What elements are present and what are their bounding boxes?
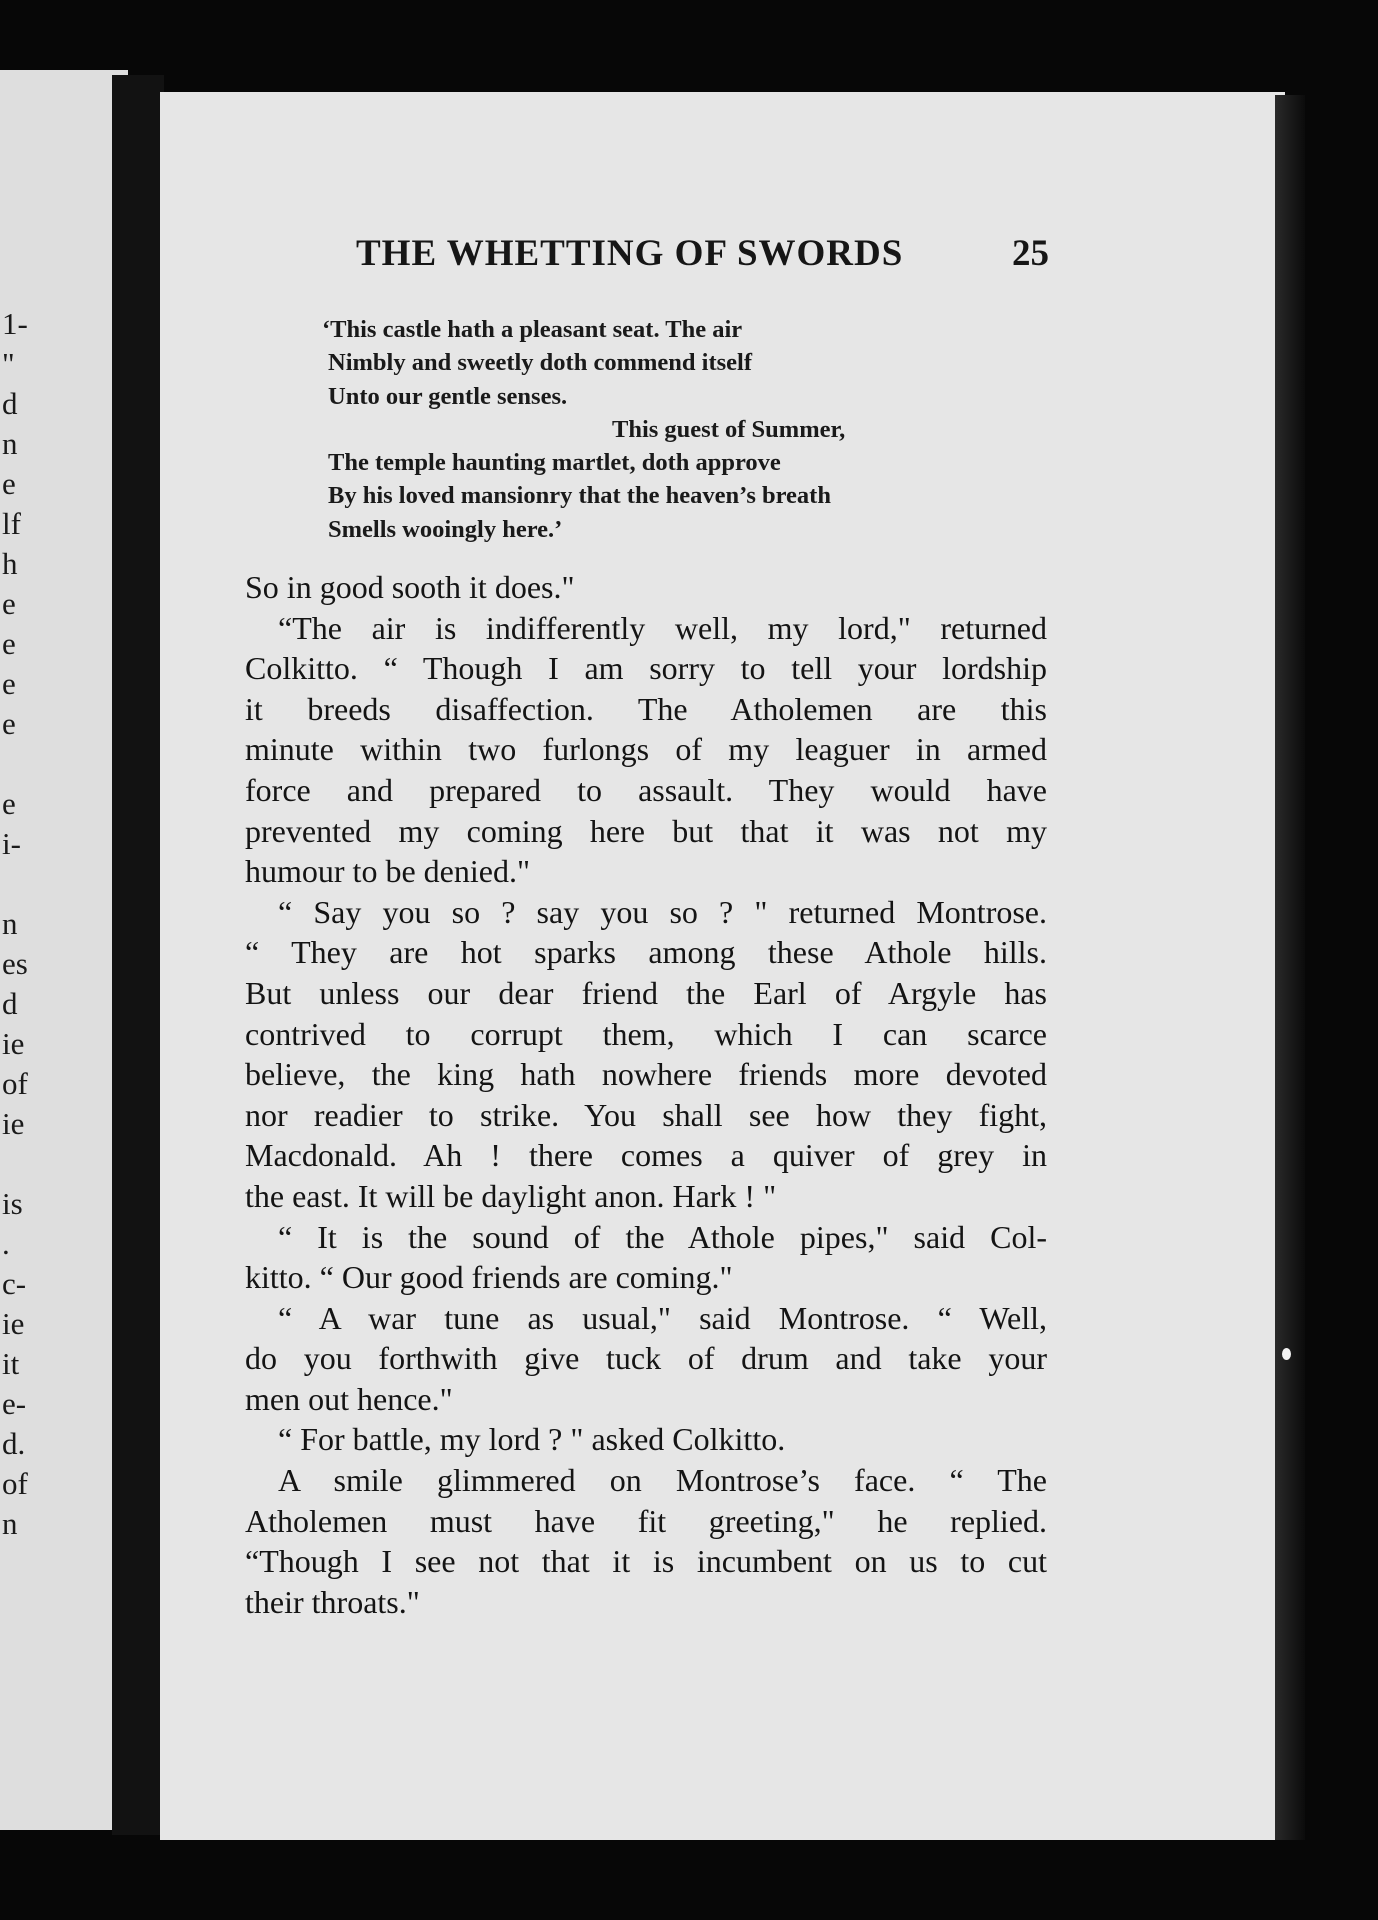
left-fragment: 1- xyxy=(2,306,28,341)
left-fragment: e xyxy=(2,786,16,821)
verse-line: ‘This castle hath a pleasant seat. The air xyxy=(322,316,743,343)
text-line: believe, the king hath nowhere friends more devoted xyxy=(245,1056,1047,1093)
page-number: 25 xyxy=(1012,233,1049,274)
text-line: humour to be denied." xyxy=(245,853,530,890)
text-line: prevented my coming here but that it was not my xyxy=(245,812,1047,849)
text-line: A smile glimmered on Montrose’s face. “ The xyxy=(278,1462,1047,1499)
left-fragment: c- xyxy=(2,1266,27,1301)
book-spine xyxy=(112,75,164,1835)
left-fragment: " xyxy=(2,346,15,381)
left-fragment: n xyxy=(2,906,18,941)
left-fragment: e xyxy=(2,586,16,621)
text-line: So in good sooth it does." xyxy=(245,569,575,605)
paper-speck xyxy=(1282,1348,1291,1360)
left-fragment: lf xyxy=(2,506,21,541)
left-fragment: ie xyxy=(2,1026,25,1061)
text-line: “The air is indifferently well, my lord," returned xyxy=(278,609,1047,646)
verse-line: The temple haunting martlet, doth approve xyxy=(328,449,781,477)
text-line: “ Say you so ? say you so ? " returned Montrose. xyxy=(278,893,1047,930)
left-page xyxy=(0,70,128,1830)
left-fragment: is xyxy=(2,1186,23,1221)
text-line: contrived to corrupt them, which I can scarce xyxy=(245,1015,1047,1052)
left-fragment: n xyxy=(2,426,18,461)
left-fragment: . xyxy=(2,1226,10,1261)
text-line: nor readier to strike. You shall see how they fight, xyxy=(245,1096,1047,1133)
left-fragment: e xyxy=(2,706,16,741)
text-line: “ For battle, my lord ? " asked Colkitto. xyxy=(278,1421,786,1458)
text-line: minute within two furlongs of my leaguer in armed xyxy=(245,731,1047,768)
text-line: the east. It will be daylight anon. Hark ! " xyxy=(245,1177,777,1214)
text-line: “ A war tune as usual," said Montrose. “ Well, xyxy=(278,1299,1047,1336)
body-text xyxy=(245,567,1047,1622)
text-line: men out hence." xyxy=(245,1380,453,1417)
text-line: “Though I see not that it is incumbent on us to cut xyxy=(245,1543,1047,1580)
left-fragment: ie xyxy=(2,1306,25,1341)
text-line: kitto. “ Our good friends are coming." xyxy=(245,1259,733,1296)
running-head xyxy=(356,232,1056,282)
verse-line: Nimbly and sweetly doth commend itself xyxy=(328,349,752,377)
page-edge xyxy=(1275,95,1305,1840)
left-fragment: i- xyxy=(2,826,21,861)
left-fragment: h xyxy=(2,546,18,581)
text-line: “ It is the sound of the Athole pipes," said Col- xyxy=(278,1218,1047,1255)
text-line: “ They are hot sparks among these Athole hills. xyxy=(245,934,1047,971)
text-line: Colkitto. “ Though I am sorry to tell your lordship xyxy=(245,650,1047,687)
left-fragment: e xyxy=(2,666,16,701)
text-line: Macdonald. Ah ! there comes a quiver of grey in xyxy=(245,1137,1047,1174)
text-line: it breeds disaffection. The Atholemen are this xyxy=(245,690,1047,727)
left-fragment: of xyxy=(2,1066,28,1101)
running-title: THE WHETTING OF SWORDS xyxy=(356,233,904,274)
verse-line: This guest of Summer, xyxy=(612,415,846,443)
left-fragment: e xyxy=(2,626,16,661)
verse-line: Smells wooingly here.’ xyxy=(328,515,563,543)
text-line: Atholemen must have fit greeting," he replied. xyxy=(245,1502,1047,1539)
verse-line: Unto our gentle senses. xyxy=(328,382,568,410)
verse-line: By his loved mansionry that the heaven’s breath xyxy=(328,482,831,510)
text-line: do you forthwith give tuck of drum and take your xyxy=(245,1340,1047,1377)
verse-quotation xyxy=(322,313,1048,546)
text-line: force and prepared to assault. They would have xyxy=(245,771,1047,808)
left-fragment: e xyxy=(2,466,16,501)
left-fragment: es xyxy=(2,946,28,981)
left-fragment: d xyxy=(2,386,18,421)
left-fragment: d. xyxy=(2,1426,26,1461)
left-fragment: it xyxy=(2,1346,20,1381)
left-fragment: of xyxy=(2,1466,28,1501)
left-fragment: d xyxy=(2,986,18,1021)
left-fragment: ie xyxy=(2,1106,25,1141)
left-fragment: e- xyxy=(2,1386,27,1421)
left-fragment: n xyxy=(2,1506,18,1541)
text-line: their throats." xyxy=(245,1583,420,1620)
text-line: But unless our dear friend the Earl of Argyle has xyxy=(245,974,1047,1011)
